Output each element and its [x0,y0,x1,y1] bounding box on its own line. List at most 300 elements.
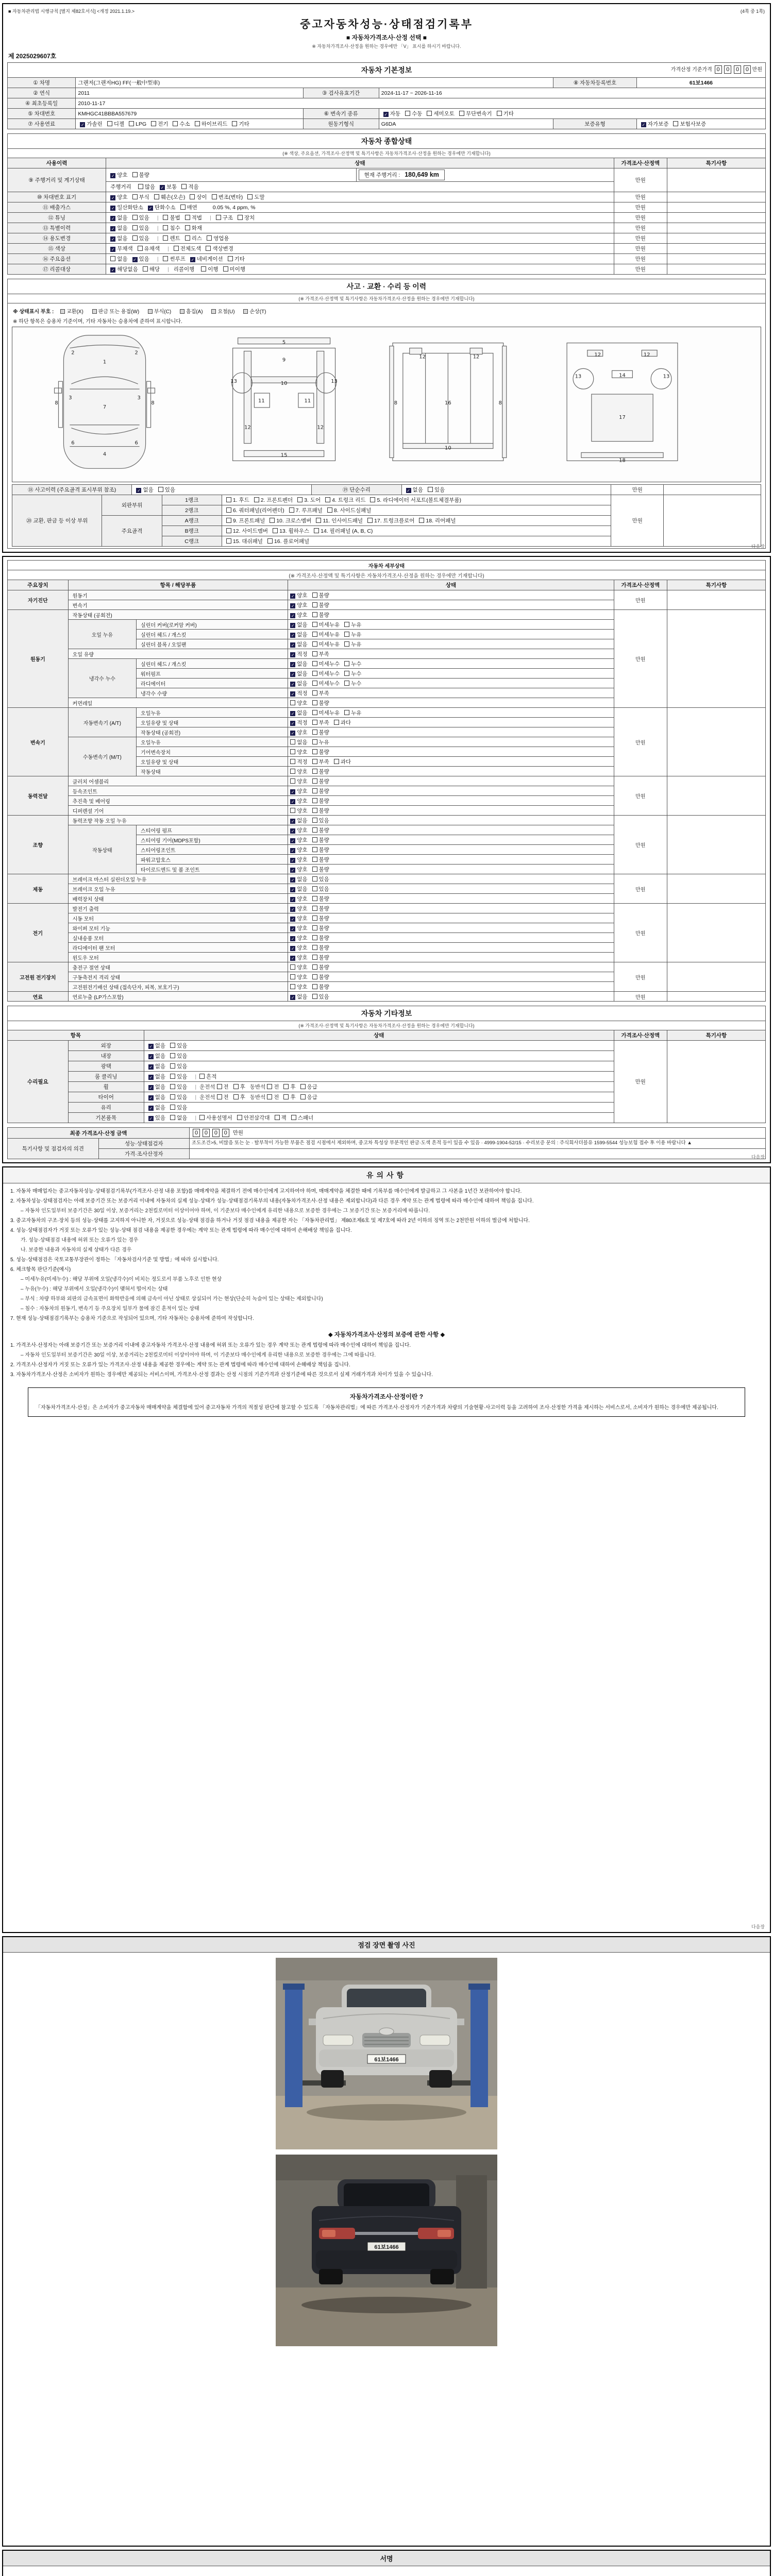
checkbox-option[interactable]: 없음 [290,738,307,746]
checkbox[interactable] [238,215,243,220]
checkbox[interactable] [290,808,295,813]
checkbox-option[interactable]: 불량 [312,748,329,756]
checkbox-option[interactable]: ✓ 양호 [291,846,308,853]
checkbox[interactable] [334,720,339,725]
checkbox-option[interactable]: 불량 [312,807,329,815]
checkbox[interactable] [312,906,317,911]
checkbox-option[interactable]: 적정 [290,758,307,766]
checkbox-option[interactable]: ✓ 없음 [291,660,308,667]
checkbox[interactable] [312,808,317,813]
checkbox-option[interactable]: ✓ 양호 [291,788,308,794]
checkbox[interactable] [312,788,317,793]
checkbox-option[interactable]: 4. 트렁크 리드 [325,496,365,504]
checkbox[interactable] [312,984,317,989]
checkbox-option[interactable]: 14. 필러패널 (A, B, C) [314,527,373,535]
checkbox-option[interactable]: 있음 [132,214,149,222]
checkbox-option[interactable]: ✓ 없음 [407,487,423,493]
checkbox-option[interactable]: ✓ 양호 [291,798,308,804]
checkbox[interactable] [290,739,295,744]
checkbox-option[interactable]: 후 [233,1093,245,1101]
checkbox[interactable] [312,739,317,744]
checkbox[interactable]: ✓ [291,868,295,873]
checkbox[interactable] [199,1074,205,1079]
checkbox-option[interactable]: ✓ 없음 [149,1063,166,1070]
checkbox[interactable] [327,507,332,513]
checkbox-option[interactable]: 미세누유 [312,631,340,638]
checkbox-option[interactable]: ✓ 탄화수소 [148,205,176,211]
checkbox[interactable] [170,1105,175,1110]
checkbox[interactable] [163,235,168,241]
checkbox-option[interactable]: 썬루프 [163,255,185,263]
checkbox-option[interactable]: ✓ 없음 [149,1084,166,1090]
checkbox-option[interactable]: ✓ 없음 [291,876,308,883]
checkbox-option[interactable]: ✓ 없음 [111,215,128,221]
checkbox-option[interactable]: ✓ 있음 [149,1115,166,1121]
checkbox-option[interactable]: 7. 루프패널 [289,506,323,514]
checkbox-option[interactable]: 많음 [138,183,155,191]
checkbox-option[interactable]: 디젤 [107,120,124,128]
checkbox[interactable] [163,256,168,261]
checkbox-option[interactable]: ✓ 자동 [384,111,401,117]
checkbox[interactable]: ✓ [160,185,164,190]
checkbox-option[interactable]: ✓ 없음 [149,1043,166,1049]
checkbox-option[interactable]: ✓ 양호 [291,915,308,922]
checkbox[interactable] [201,266,206,272]
checkbox[interactable] [497,111,502,116]
checkbox-option[interactable]: 양호 [290,777,307,785]
checkbox[interactable] [233,1084,239,1089]
checkbox-option[interactable]: ✓ 있음 [133,256,149,262]
checkbox-option[interactable]: 누수 [344,670,361,677]
checkbox[interactable] [316,518,321,523]
checkbox[interactable] [428,487,433,492]
checkbox[interactable] [151,121,156,126]
checkbox-option[interactable]: 이행 [201,265,218,273]
checkbox[interactable] [267,1094,272,1099]
checkbox-option[interactable]: 양호 [290,699,307,707]
checkbox-option[interactable]: 누유 [344,631,361,638]
checkbox[interactable]: ✓ [111,216,115,221]
checkbox-option[interactable]: 동반석 전 [249,1084,279,1090]
checkbox-option[interactable]: 있음 [428,486,445,494]
checkbox-option[interactable]: 보험사보증 [673,120,706,128]
checkbox-option[interactable]: ✓ 해당없음 [111,266,138,273]
checkbox-option[interactable]: 6. 쿼터패널(리어펜더) [226,506,284,514]
checkbox-option[interactable]: 18. 리어패널 [419,517,456,524]
checkbox-option[interactable]: 불량 [312,914,329,922]
checkbox[interactable] [267,538,273,544]
checkbox[interactable]: ✓ [133,258,137,262]
checkbox-option[interactable]: 불량 [312,797,329,805]
checkbox-option[interactable]: ✓ 없음 [149,1074,166,1080]
checkbox[interactable]: ✓ [149,1055,153,1059]
checkbox-option[interactable]: 기타 [228,255,245,263]
checkbox-option[interactable]: 있음 [170,1042,187,1049]
checkbox-option[interactable]: 미세누유 [312,709,340,717]
checkbox[interactable] [312,945,317,950]
checkbox[interactable] [370,497,375,502]
checkbox[interactable] [312,818,317,823]
checkbox-option[interactable]: 있음 [170,1073,187,1080]
checkbox[interactable]: ✓ [291,956,295,961]
checkbox-option[interactable]: 기타 [232,120,249,128]
checkbox-option[interactable]: 부식 [132,193,149,201]
checkbox[interactable] [312,925,317,930]
checkbox-option[interactable]: ✓ 무채색 [111,246,133,252]
checkbox[interactable] [312,798,317,803]
checkbox[interactable] [190,194,195,199]
checkbox[interactable] [312,690,317,696]
checkbox[interactable]: ✓ [291,682,295,687]
checkbox-option[interactable]: ✓ 적정 [291,690,308,697]
checkbox-option[interactable]: 불량 [312,787,329,795]
checkbox[interactable]: ✓ [291,877,295,883]
checkbox-option[interactable]: 잭 [275,1114,287,1122]
checkbox-option[interactable]: 불량 [312,934,329,942]
checkbox[interactable] [163,215,168,220]
checkbox[interactable] [290,769,295,774]
checkbox[interactable] [312,759,317,764]
checkbox[interactable] [107,121,112,126]
checkbox[interactable] [195,121,200,126]
checkbox[interactable]: ✓ [291,613,295,618]
checkbox-option[interactable]: 17. 트렁크플로어 [367,517,414,524]
checkbox-option[interactable]: 불량 [312,983,329,991]
checkbox-option[interactable]: ✓ 없음 [149,1094,166,1100]
checkbox-option[interactable]: ✓ 없음 [149,1053,166,1059]
checkbox[interactable] [312,964,317,970]
checkbox-option[interactable]: 동반석 전 [249,1094,279,1100]
checkbox[interactable] [228,256,233,261]
checkbox-option[interactable]: 기타 [497,110,514,117]
checkbox-option[interactable]: 변조(변타) [212,193,243,201]
checkbox[interactable]: ✓ [291,917,295,922]
checkbox-option[interactable]: ✓ 없음 [137,487,154,493]
checkbox-option[interactable]: 있음 [312,885,329,893]
checkbox[interactable] [233,1094,239,1099]
checkbox-option[interactable]: 세미오토 [427,110,455,117]
checkbox[interactable]: ✓ [291,838,295,843]
checkbox[interactable] [270,518,275,523]
checkbox-option[interactable]: 부족 [312,719,329,726]
checkbox[interactable]: ✓ [291,731,295,736]
checkbox[interactable] [427,111,432,116]
checkbox-option[interactable]: 양호 [290,748,307,756]
checkbox-option[interactable]: 화재 [185,224,202,232]
checkbox-option[interactable]: ✓ 양호 [111,194,128,200]
checkbox[interactable]: ✓ [291,828,295,834]
checkbox-option[interactable]: 안전삼각대 [237,1114,270,1122]
checkbox-option[interactable]: ✓ 없음 [291,631,308,638]
checkbox[interactable] [312,955,317,960]
checkbox[interactable] [226,518,231,523]
checkbox[interactable] [314,528,319,533]
checkbox[interactable] [312,730,317,735]
checkbox-option[interactable]: 불량 [312,866,329,873]
checkbox-option[interactable]: 불량 [312,768,329,775]
checkbox-option[interactable]: ✓ 양호 [291,944,308,951]
checkbox[interactable]: ✓ [111,196,115,200]
checkbox-option[interactable]: 누유 [344,709,361,717]
checkbox[interactable] [297,497,303,502]
checkbox[interactable]: ✓ [111,174,115,178]
price-digit[interactable]: 0 [734,65,741,74]
checkbox[interactable]: ✓ [291,907,295,912]
checkbox-option[interactable]: 3. 도어 [297,496,321,504]
checkbox[interactable] [367,518,373,523]
checkbox-option[interactable]: 양호 [290,768,307,775]
checkbox[interactable]: ✓ [291,633,295,638]
checkbox[interactable]: ✓ [291,691,295,697]
checkbox-option[interactable]: 유채색 [138,245,160,252]
checkbox[interactable] [312,602,317,607]
checkbox-option[interactable]: 불량 [132,171,149,179]
checkbox[interactable]: ✓ [291,946,295,951]
checkbox[interactable] [267,1084,272,1089]
checkbox-option[interactable]: ✓ 양호 [291,905,308,912]
checkbox-option[interactable]: ✓ 자가보증 [642,121,669,127]
checkbox[interactable] [312,592,317,598]
checkbox[interactable] [312,867,317,872]
checkbox-option[interactable]: 13. 휠하우스 [273,527,309,535]
checkbox[interactable] [163,225,168,230]
checkbox[interactable] [143,266,148,272]
checkbox[interactable] [344,661,349,666]
checkbox[interactable]: ✓ [81,123,85,127]
checkbox[interactable] [232,121,237,126]
checkbox[interactable] [132,194,138,199]
checkbox[interactable] [312,935,317,940]
checkbox[interactable]: ✓ [149,1096,153,1100]
checkbox[interactable] [170,1074,175,1079]
checkbox[interactable]: ✓ [137,488,141,493]
checkbox[interactable] [185,235,190,241]
checkbox[interactable] [170,1115,175,1120]
checkbox-option[interactable]: 있음 [312,993,329,1001]
checkbox-option[interactable]: ✓ 가솔린 [81,121,103,127]
checkbox-option[interactable]: 불량 [312,856,329,863]
checkbox-option[interactable]: 있음 [312,875,329,883]
checkbox[interactable] [419,518,424,523]
checkbox-option[interactable]: 있음 [312,817,329,824]
checkbox[interactable] [334,759,339,764]
checkbox-option[interactable]: 있음 [170,1093,187,1101]
price-digit[interactable]: 0 [212,1129,220,1137]
checkbox-option[interactable]: 누유 [344,621,361,629]
checkbox-option[interactable]: ✓ 보통 [160,184,177,190]
checkbox-option[interactable]: 미세누유 [312,621,340,629]
checkbox-option[interactable]: 수소 [173,120,190,128]
checkbox-option[interactable]: 불량 [312,963,329,971]
checkbox[interactable] [226,497,231,502]
checkbox-option[interactable]: 적법 [185,214,202,222]
checkbox[interactable]: ✓ [149,1065,153,1070]
checkbox-option[interactable]: 미이행 [223,265,245,273]
checkbox[interactable] [170,1053,175,1058]
checkbox[interactable] [181,184,187,189]
checkbox-option[interactable]: 불량 [312,826,329,834]
checkbox[interactable] [312,886,317,891]
next-page-note[interactable]: 다음장 [751,544,765,549]
checkbox[interactable] [132,215,138,220]
checkbox[interactable] [312,769,317,774]
checkbox[interactable] [212,194,217,199]
checkbox-option[interactable]: 불량 [312,699,329,707]
checkbox[interactable]: ✓ [291,721,295,726]
checkbox[interactable]: ✓ [291,672,295,677]
checkbox[interactable] [173,121,178,126]
checkbox-option[interactable]: 12. 사이드멤버 [226,527,268,535]
checkbox[interactable] [290,984,295,989]
next-page-note[interactable]: 다음장 [751,1155,765,1160]
checkbox-option[interactable]: 있음 [158,486,175,494]
checkbox[interactable] [673,121,678,126]
checkbox-option[interactable]: 1. 후드 [226,496,249,504]
checkbox-option[interactable]: 전체도색 [174,245,201,252]
checkbox[interactable] [312,651,317,656]
checkbox[interactable]: ✓ [111,247,115,252]
checkbox[interactable] [283,1094,289,1099]
checkbox-option[interactable]: 9. 프론트패널 [226,517,265,524]
checkbox[interactable]: ✓ [149,1044,153,1049]
checkbox-option[interactable]: 불량 [312,836,329,844]
checkbox-option[interactable]: 흔적 [199,1073,216,1080]
checkbox-option[interactable]: 있음 [170,1062,187,1070]
checkbox[interactable]: ✓ [291,936,295,941]
checkbox-option[interactable]: 누수 [344,680,361,687]
checkbox-option[interactable]: 도말 [247,193,264,201]
checkbox[interactable]: ✓ [291,623,295,628]
checkbox-option[interactable]: 스패너 [291,1114,313,1122]
checkbox[interactable] [275,1115,280,1120]
checkbox-option[interactable]: 전기 [151,120,168,128]
checkbox[interactable] [312,847,317,852]
checkbox[interactable] [312,710,317,715]
checkbox[interactable] [138,246,143,251]
checkbox-option[interactable]: 후 [283,1083,295,1091]
checkbox[interactable] [174,246,179,251]
checkbox[interactable]: ✓ [111,268,115,273]
checkbox-option[interactable]: ✓ 양호 [291,612,308,618]
checkbox[interactable]: ✓ [111,227,115,231]
price-digit[interactable]: 0 [203,1129,210,1137]
checkbox[interactable] [312,916,317,921]
checkbox-option[interactable]: 불량 [312,924,329,932]
checkbox[interactable] [312,681,317,686]
checkbox[interactable] [312,778,317,784]
checkbox-option[interactable]: 2. 프론트펜더 [254,496,293,504]
checkbox-option[interactable]: 해당 [143,265,160,273]
checkbox-option[interactable]: 영업용 [207,234,229,242]
checkbox[interactable] [459,111,464,116]
checkbox[interactable] [312,612,317,617]
checkbox-option[interactable]: 10. 크로스멤버 [270,517,311,524]
checkbox[interactable]: ✓ [291,711,295,716]
checkbox-option[interactable]: 불량 [312,973,329,981]
checkbox-option[interactable]: ✓ 없음 [291,670,308,677]
price-digit[interactable]: 0 [724,65,731,74]
checkbox[interactable] [312,720,317,725]
checkbox-option[interactable]: 불량 [312,846,329,854]
checkbox[interactable]: ✓ [291,594,295,599]
checkbox-option[interactable]: ✓ 없음 [291,641,308,648]
checkbox[interactable] [132,225,138,230]
checkbox[interactable]: ✓ [291,995,295,1000]
checkbox[interactable] [312,641,317,647]
checkbox-option[interactable]: ✓ 없음 [111,225,128,231]
checkbox[interactable] [226,528,231,533]
checkbox[interactable]: ✓ [111,237,115,242]
checkbox[interactable] [170,1084,175,1089]
checkbox[interactable] [312,837,317,842]
checkbox-option[interactable]: 불량 [312,905,329,912]
checkbox[interactable]: ✓ [407,488,410,493]
checkbox[interactable] [237,1115,242,1120]
checkbox[interactable] [132,235,138,241]
checkbox-option[interactable]: ✓ 없음 [291,817,308,824]
checkbox[interactable] [138,184,143,189]
checkbox[interactable] [180,205,186,210]
checkbox-option[interactable]: 미세누수 [312,670,340,677]
checkbox[interactable]: ✓ [291,652,295,657]
checkbox-option[interactable]: 불법 [163,214,180,222]
checkbox-option[interactable]: 하이브리드 [195,120,228,128]
checkbox-option[interactable]: 운전석 전 [199,1094,229,1100]
checkbox[interactable] [344,641,349,647]
checkbox-option[interactable]: 렌트 [163,234,180,242]
checkbox[interactable] [207,235,212,241]
checkbox[interactable]: ✓ [149,1116,153,1121]
checkbox[interactable] [312,622,317,627]
checkbox[interactable] [216,215,221,220]
checkbox[interactable] [170,1094,175,1099]
checkbox-option[interactable]: ✓ 일산화탄소 [111,205,143,211]
next-page-note[interactable]: 다음장 [751,1924,765,1930]
checkbox-option[interactable]: 양호 [290,963,307,971]
checkbox-option[interactable]: 운전석 전 [199,1084,229,1090]
checkbox-option[interactable]: 훼손(오손) [154,193,186,201]
checkbox-option[interactable]: 후 [233,1083,245,1091]
checkbox-option[interactable]: 15. 대쉬패널 [226,537,263,545]
checkbox-option[interactable]: 응급 [300,1083,317,1091]
checkbox-option[interactable]: ✓ 양호 [291,895,308,902]
checkbox[interactable] [185,225,190,230]
checkbox[interactable] [185,215,190,220]
checkbox-option[interactable]: 있음 [170,1104,187,1111]
checkbox[interactable] [325,497,330,502]
checkbox-option[interactable]: ✓ 적정 [291,719,308,726]
checkbox-option[interactable]: 미세누수 [312,660,340,668]
checkbox[interactable] [291,1115,296,1120]
checkbox[interactable] [312,632,317,637]
checkbox-option[interactable]: 응급 [300,1093,317,1101]
checkbox-option[interactable]: 무단변속기 [459,110,492,117]
checkbox-option[interactable]: 장치 [238,214,255,222]
checkbox[interactable] [217,1094,222,1099]
checkbox-option[interactable]: 누유 [344,640,361,648]
checkbox[interactable] [290,700,295,705]
checkbox-option[interactable]: LPG [129,121,146,127]
checkbox[interactable] [199,1115,205,1120]
checkbox-option[interactable]: ✓ 양호 [291,827,308,834]
checkbox[interactable] [217,1084,222,1089]
checkbox-option[interactable]: 있음 [132,224,149,232]
checkbox-option[interactable]: 과다 [334,719,351,726]
checkbox-option[interactable]: 불량 [312,895,329,903]
checkbox[interactable]: ✓ [291,926,295,931]
checkbox[interactable] [154,194,159,199]
checkbox-option[interactable]: 누유 [312,738,329,746]
